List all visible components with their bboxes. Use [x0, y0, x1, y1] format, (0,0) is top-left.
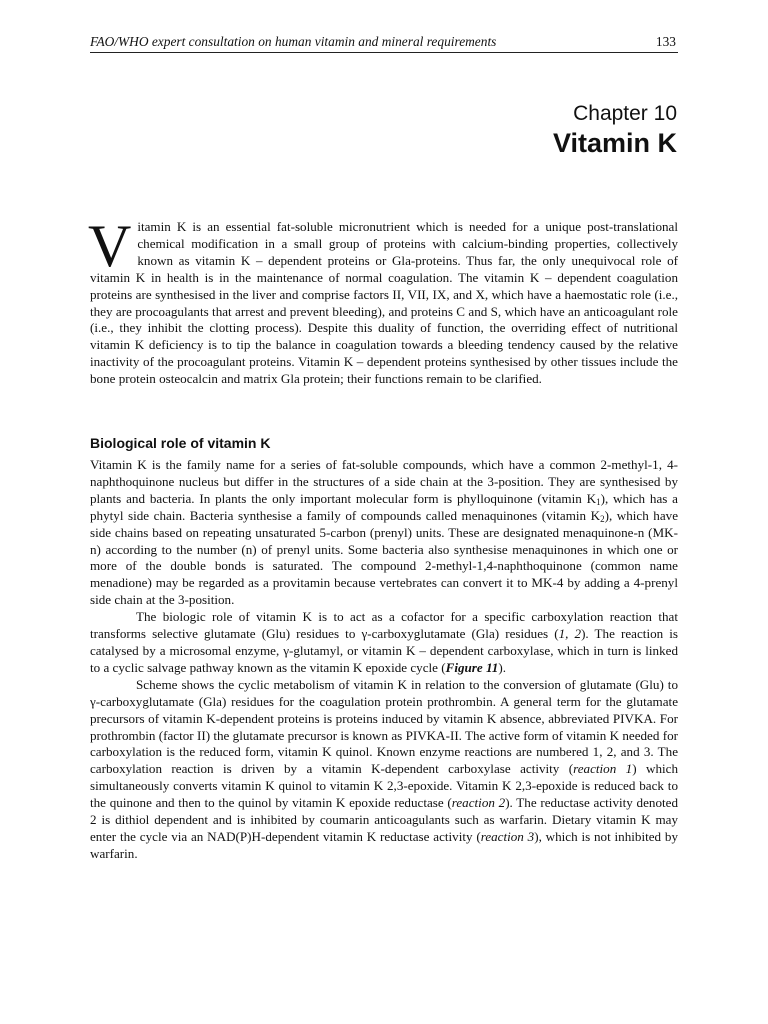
paragraph-3: Scheme shows the cyclic metabolism of vitamin K in relation to the conversion of glutamate (Glu) to γ-carboxyglutamate (Gla) residues for the coagulation protein prothrombin. A general term for the glutamate precursors of vitamin K-dependent proteins is proteins induced by vitamin K absence, abbreviated PIVKA. For prothrombin (factor II) the glutamate precursor is known as PIVKA-II. The active form of vitamin K needed for carboxylation is the reduced form, vitamin K quinol. Known enzyme reactions are numbered 1, 2, and 3. The carboxylation reaction is driven by a vitamin K-dependent carboxylase activity (reaction 1) which simultaneously converts vitamin K quinol to vitamin K 2,3-epoxide. Vitamin K 2,3-epoxide is reduced back to the quinone and then to the quinol by vitamin K epoxide reductase (reaction 2). The reductase activity denoted 2 is dithiol dependent and is inhibited by coumarin anticoagulants such as warfarin. Dietary vitamin K may enter the cycle via an NAD(P)H-dependent vitamin K reductase activity (reaction 3), which is not inhibited by warfarin. [90, 676, 678, 861]
chapter-title: Vitamin K [552, 128, 677, 158]
subscript: 1 [596, 496, 601, 507]
running-title: FAO/WHO expert consultation on human vitamin and mineral requirements [90, 34, 497, 49]
reaction-reference: reaction 1 [573, 761, 633, 777]
paragraph-2: The biologic role of vitamin K is to act as a cofactor for a specific carboxylation reaction that transforms selective glutamate (Glu) residues to γ-carboxyglutamate (Gla) residues (1, 2). The reaction is catalysed by a microsomal enzyme, γ-glutamyl, or vitamin K – dependent carboxylase, which in turn is linked to a cyclic salvage pathway known as the vitamin K epoxide cycle (Figure 11). [90, 609, 679, 675]
figure-reference: Figure 11 [445, 659, 499, 675]
reaction-reference: reaction 3 [480, 828, 535, 844]
drop-cap: V [88, 213, 132, 279]
citation: 1, 2 [558, 626, 582, 642]
running-header [90, 34, 678, 53]
section-heading: Biological role of vitamin K [90, 435, 271, 451]
intro-paragraph [88, 213, 678, 388]
section-body [90, 457, 678, 863]
page-number: 133 [655, 34, 676, 49]
paragraph-1: Vitamin K is the family name for a series of fat-soluble compounds, which have a common 2-methyl-1, 4-naphthoquinone nucleus but differ in the structures of a side chain at the 3-position. They are synthesised by plants and bacteria. In plants the only important molecular form is phylloquinone (vitamin $K_1$), which has a phytyl side chain. Bacteria synthesise a family of compounds called menaquinones (vitamin $K_2$), which have side chains based on repeating unsaturated 5-carbon (prenyl) units. These are designated menaquinone-n (MK-n) according to the number (n) of prenyl units. Some bacteria also synthesise menaquinones in which one or more of the double bonds is saturated. The compound 2-methyl-1,4-naphthoquinone (common name menadione) may be regarded as a provitamin because vertebrates can convert it to MK-4 by adding a 4-prenyl side chain at the 3-position. [90, 457, 679, 608]
subscript: 2 [600, 513, 605, 524]
chapter-label: Chapter 10 [573, 102, 677, 125]
reaction-reference: reaction 2 [451, 795, 506, 811]
intro-text: itamin K is an essential fat-soluble micronutrient which is needed for a unique post-translational chemical modification in a small group of proteins with calcium-binding properties, collectively known as vitamin K – dependent proteins or Gla-proteins. Thus far, the only unequivocal role of vitamin K in health is in the maintenance of normal coagulation. The vitamin K – dependent coagulation proteins are synthesised in the liver and comprise factors II, VII, IX, and X, which have a haemostatic role (i.e., they are procoagulants that arrest and prevent bleeding), and proteins C and S, which have an anticoagulant role (i.e., they inhibit the clotting process). Despite this duality of function, the overriding effect of nutritional vitamin K deficiency is to tip the balance in coagulation towards a bleeding tendency caused by the relative inactivity of the procoagulant proteins. Vitamin K – dependent proteins synthesised by other tissues include the bone protein osteocalcin and matrix Gla protein; their functions remain to be clarified. [90, 219, 678, 387]
